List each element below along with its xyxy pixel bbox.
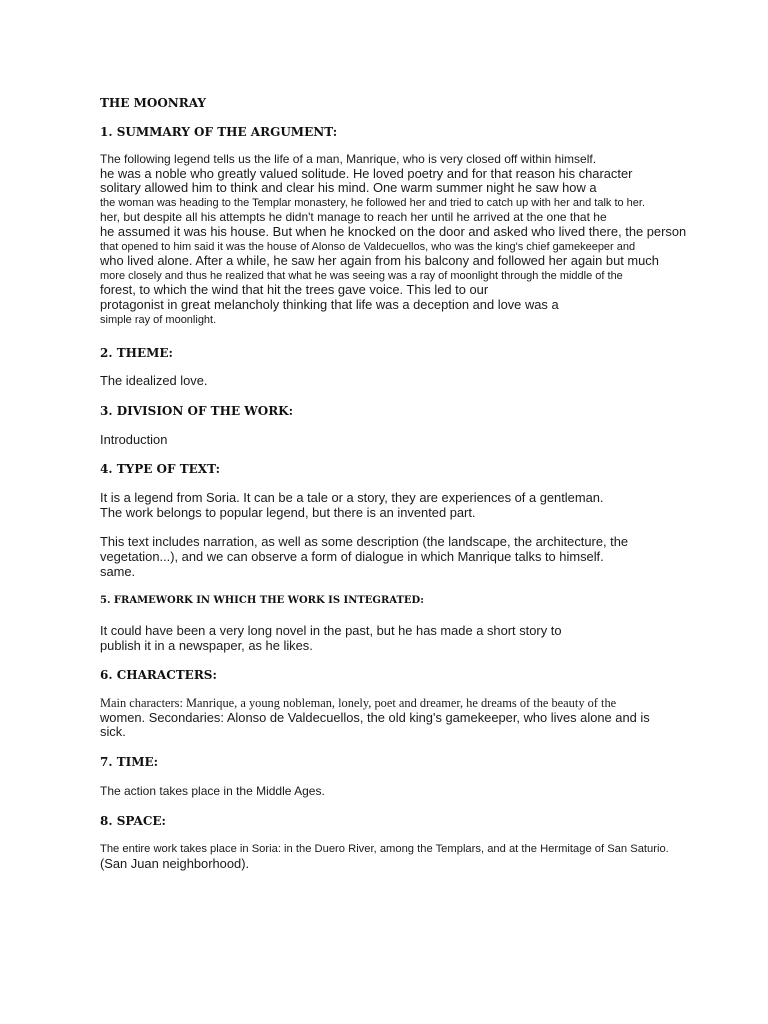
time-text: The action takes place in the Middle Ages. <box>100 784 325 798</box>
type-paragraph-2 <box>100 534 628 579</box>
summary-line: he was a noble who greatly valued solitude. He loved poetry and for that reason his character <box>100 165 633 181</box>
section-heading-characters: 6. CHARACTERS: <box>100 668 217 682</box>
section-heading-theme: 2. THEME: <box>100 346 173 360</box>
characters-line: Main characters: Manrique, a young nobleman, lonely, poet and dreamer, he dreams of the beauty of the <box>100 696 617 710</box>
space-line: The entire work takes place in Soria: in the Duero River, among the Templars, and at the Hermitage of San Saturio. <box>100 843 669 855</box>
summary-line: The following legend tells us the life of a man, Manrique, who is very closed off within himself. <box>100 152 597 166</box>
section-heading-division: 3. DIVISION OF THE WORK: <box>100 404 294 418</box>
space-line: (San Juan neighborhood). <box>100 855 250 871</box>
section-heading-time: 7. TIME: <box>100 755 159 769</box>
summary-line: solitary allowed him to think and clear his mind. One warm summer night he saw how a <box>100 180 597 196</box>
document-title: THE MOONRAY <box>100 96 207 110</box>
summary-line: forest, to which the wind that hit the trees gave voice. This led to our <box>100 282 489 298</box>
summary-line: protagonist in great melancholy thinking that life was a deception and love was a <box>100 296 559 312</box>
framework-line: It could have been a very long novel in the past, but he has made a short story to <box>100 623 562 638</box>
summary-line: her, but despite all his attempts he didn't manage to reach her until he arrived at the one that he <box>100 210 607 225</box>
type-line: The work belongs to popular legend, but there is an invented part. <box>100 505 476 520</box>
section-heading-space: 8. SPACE: <box>100 814 166 828</box>
section-heading-framework: 5. FRAMEWORK IN WHICH THE WORK IS INTEGRATED: <box>100 595 424 606</box>
summary-line: that opened to him said it was the house of Alonso de Valdecuellos, who was the king's chief gamekeeper and <box>100 240 636 253</box>
type-line: vegetation...), and we can observe a form of dialogue in which Manrique talks to himself. <box>100 549 604 564</box>
framework-line: publish it in a newspaper, as he likes. <box>100 638 313 653</box>
summary-line: the woman was heading to the Templar monastery, he followed her and tried to catch up with her and talk to her. <box>100 196 646 209</box>
summary-line: he assumed it was his house. But when he knocked on the door and asked who lived there, the person <box>100 223 687 239</box>
type-paragraph-1 <box>100 490 603 520</box>
type-line: It is a legend from Soria. It can be a tale or a story, they are experiences of a gentleman. <box>100 490 604 505</box>
summary-paragraph <box>100 152 686 327</box>
summary-line: who lived alone. After a while, he saw her again from his balcony and followed her again but much <box>100 253 659 269</box>
characters-paragraph <box>100 696 650 740</box>
theme-text: The idealized love. <box>100 373 208 388</box>
section-heading-type-of-text: 4. TYPE OF TEXT: <box>100 462 221 476</box>
framework-paragraph <box>100 623 561 653</box>
summary-line: simple ray of moonlight. <box>100 313 217 326</box>
space-paragraph <box>100 842 669 871</box>
division-text: Introduction <box>100 432 168 447</box>
characters-line: women. Secondaries: Alonso de Valdecuellos, the old king's gamekeeper, who lives alone and is <box>100 709 650 725</box>
type-line: This text includes narration, as well as some description (the landscape, the architecture, the <box>100 534 629 549</box>
characters-line: sick. <box>100 724 126 740</box>
type-line: same. <box>100 564 136 579</box>
summary-line: more closely and thus he realized that what he was seeing was a ray of moonlight through the middle of the <box>100 269 623 282</box>
section-heading-summary: 1. SUMMARY OF THE ARGUMENT: <box>100 125 338 139</box>
